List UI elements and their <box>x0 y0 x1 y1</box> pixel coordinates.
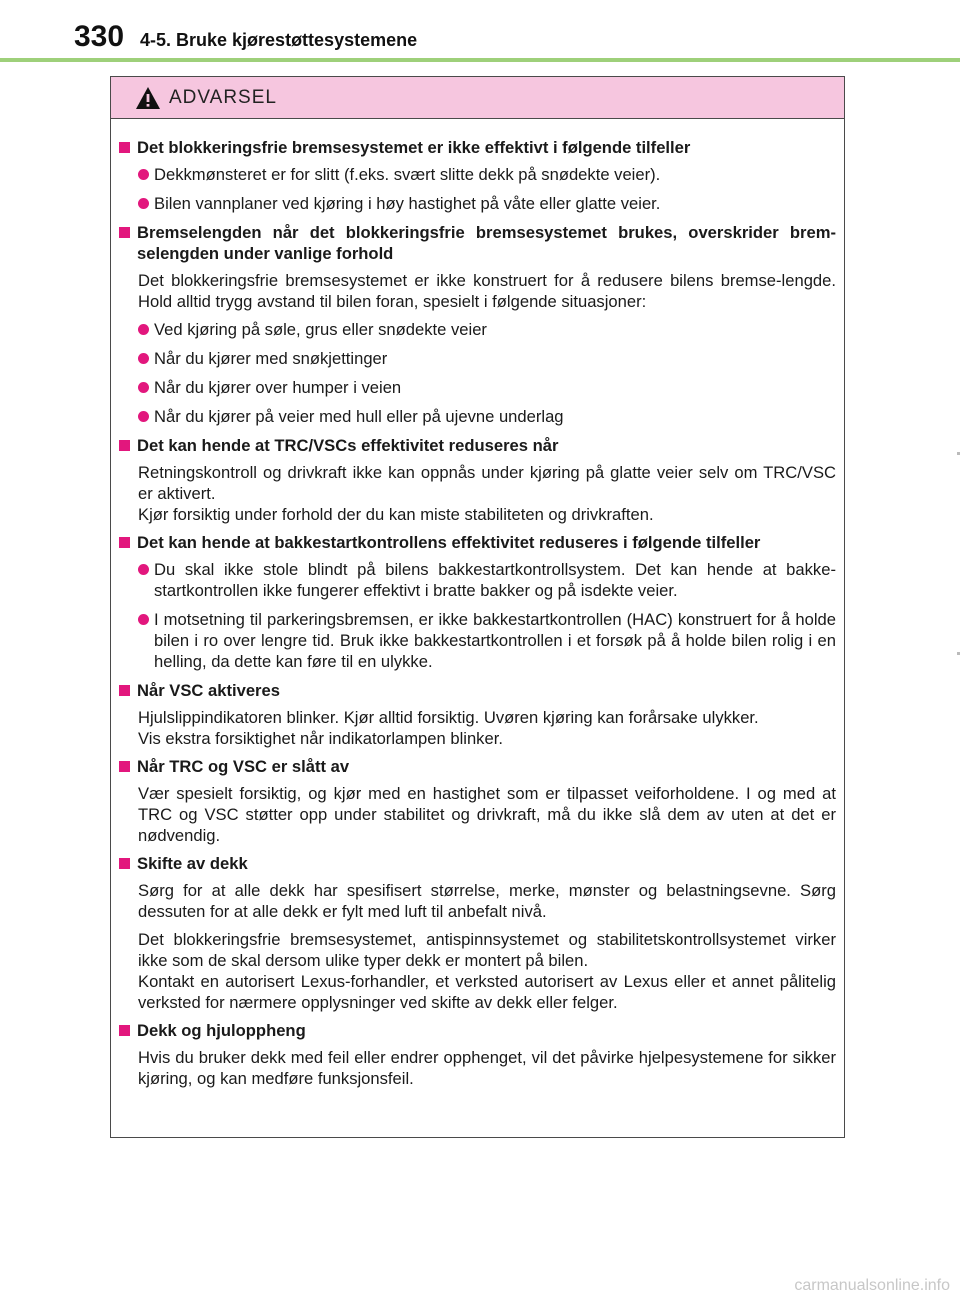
warning-heading: Når TRC og VSC er slått av <box>119 756 836 777</box>
round-bullet-icon <box>138 614 149 625</box>
warning-heading: Det kan hende at bakkestartkontrollens effektivitet reduseres i følgende tilfeller <box>119 532 836 553</box>
paragraph: Sørg for at alle dekk har spesifisert størrelse, merke, mønster og belastningsevne. Sørg dessuten for at alle dekk er fylt med luft til anbefalt nivå. <box>138 881 836 921</box>
paragraph: Det blokkeringsfrie bremsesystemet, antispinnsystemet og stabilitetskontrollsystemet virker ikke som de skal dersom ulike typer dekk er montert på bilen. <box>138 930 836 970</box>
warning-label: ADVARSEL <box>169 86 277 108</box>
warning-triangle-icon <box>135 86 161 110</box>
list-item: Ved kjøring på søle, grus eller snødekte veier <box>119 319 836 340</box>
square-bullet-icon <box>119 440 130 451</box>
watermark: carmanualsonline.info <box>794 1277 950 1294</box>
header-rule <box>0 58 960 62</box>
section-title: 4-5. Bruke kjørestøttesystemene <box>140 30 418 50</box>
square-bullet-icon <box>119 858 130 869</box>
paragraph: Hvis du bruker dekk med feil eller endrer opphenget, vil det påvirke hjelpesystemene for sikker kjøring, og kan medføre funksjonsfeil. <box>138 1048 836 1088</box>
paragraph: Vær spesielt forsiktig, og kjør med en hastighet som er tilpasset veiforholdene. I og med at TRC og VSC støtter opp under stabilitet og drivkraft, må du ikke slå dem av uten at det er nødvendig. <box>138 784 836 845</box>
round-bullet-icon <box>138 198 149 209</box>
page-header <box>0 0 960 62</box>
paragraph: Vis ekstra forsiktighet når indikatorlampen blinker. <box>138 729 503 748</box>
list-item: Når du kjører over humper i veien <box>119 377 836 398</box>
warning-heading: Når VSC aktiveres <box>119 680 836 701</box>
paragraph: Det blokkeringsfrie bremsesystemet er ikke konstruert for å redusere bilens bremse-lengde. Hold alltid trygg avstand til bilen foran, spesielt i følgende situasjoner: <box>138 271 836 311</box>
warning-heading: Det kan hende at TRC/VSCs effektivitet reduseres når <box>119 435 836 456</box>
warning-heading: Skifte av dekk <box>119 853 836 874</box>
list-item: I motsetning til parkeringsbremsen, er ikke bakkestartkontrollen (HAC) konstruert for å holde bilen i ro over lengre tid. Bruk ikke bakkestartkontrollen i et forsøk på å holde bilen rolig i en helling, da dette kan føre til en ulykke. <box>119 609 836 672</box>
round-bullet-icon <box>138 411 149 422</box>
round-bullet-icon <box>138 169 149 180</box>
round-bullet-icon <box>138 382 149 393</box>
list-item: Når du kjører på veier med hull eller på ujevne underlag <box>119 406 836 427</box>
page-number: 330 <box>74 20 125 53</box>
warning-box <box>110 76 845 1138</box>
paragraph: Kontakt en autorisert Lexus-forhandler, et verksted autorisert av Lexus eller et annet pålitelig verksted for nærmere opplysninger ved skifte av dekk eller felger. <box>138 972 836 1012</box>
round-bullet-icon <box>138 324 149 335</box>
list-item: Bilen vannplaner ved kjøring i høy hastighet på våte eller glatte veier. <box>119 193 836 214</box>
paragraph: Hjulslippindikatoren blinker. Kjør alltid forsiktig. Uvøren kjøring kan forårsake ulykker. <box>138 708 759 727</box>
square-bullet-icon <box>119 537 130 548</box>
paragraph: Kjør forsiktig under forhold der du kan miste stabiliteten og drivkraften. <box>138 505 654 524</box>
warning-heading: Bremselengden når det blokkeringsfrie bremsesystemet brukes, overskrider brem-selengden under vanlige forhold <box>119 222 836 264</box>
square-bullet-icon <box>119 1025 130 1036</box>
list-item: Når du kjører med snøkjettinger <box>119 348 836 369</box>
square-bullet-icon <box>119 142 130 153</box>
warning-heading: Det blokkeringsfrie bremsesystemet er ikke effektivt i følgende tilfeller <box>119 137 836 158</box>
list-item: Dekkmønsteret er for slitt (f.eks. svært slitte dekk på snødekte veier). <box>119 164 836 185</box>
paragraph: Retningskontroll og drivkraft ikke kan oppnås under kjøring på glatte veier selv om TRC/VSC er aktivert. <box>138 463 836 503</box>
list-item: Du skal ikke stole blindt på bilens bakkestartkontrollsystem. Det kan hende at bakke-startkontrollen ikke fungerer effektivt i bratte bakker og på isdekte veier. <box>119 559 836 601</box>
warning-header <box>111 77 844 119</box>
square-bullet-icon <box>119 685 130 696</box>
warning-heading: Dekk og hjuloppheng <box>119 1020 836 1041</box>
warning-body <box>111 119 844 1137</box>
square-bullet-icon <box>119 227 130 238</box>
round-bullet-icon <box>138 353 149 364</box>
round-bullet-icon <box>138 564 149 575</box>
square-bullet-icon <box>119 761 130 772</box>
